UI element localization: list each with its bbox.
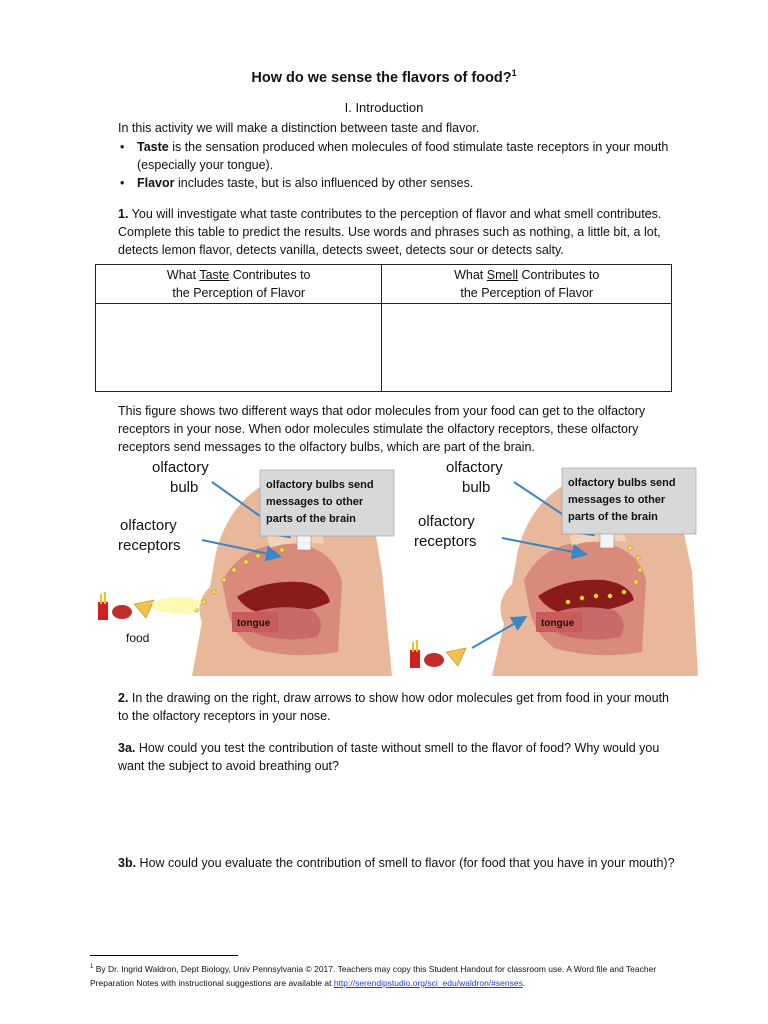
taste-column-header: What Taste Contributes to the Perception of Flavor: [96, 265, 382, 304]
question-2: 2. In the drawing on the right, draw arrows to show how odor molecules get from food in your mouth to the olfactory receptors in your nose.: [118, 691, 669, 723]
left-callout-line-1: olfactory bulbs send: [266, 479, 374, 491]
right-callout-line-1: olfactory bulbs send: [568, 477, 676, 489]
footnote: $^1$ By Dr. Ingrid Waldron, Dept Biology, Univ Pennsylvania © 2017. Teachers may copy this Student Handout for classroom use. A Word file and Teacher Preparation Notes with instructional suggestions are available at http://serendipstudio.org/sci_edu/waldron/#senses.: [90, 963, 657, 988]
left-callout-line-2: messages to other: [266, 496, 364, 508]
right-food-icon: [410, 640, 466, 668]
left-tongue-label: tongue: [237, 618, 271, 629]
left-bulb-label-2: bulb: [170, 479, 199, 496]
section-heading: I. Introduction: [344, 100, 424, 115]
right-receptors-label-1: olfactory: [418, 513, 475, 530]
left-food-icon: [98, 592, 202, 620]
right-callout-line-3: parts of the brain: [568, 511, 658, 523]
left-receptors-label-2: receptors: [118, 537, 181, 554]
question-1: 1. You will investigate what taste contributes to the perception of flavor and what smell contributes. Complete this table to predict the results. Use words and phrases such as nothing, a little bit, a lot, detects lemon flavor, detects vanilla, detects sweet, detects sour or detects salty.: [118, 207, 662, 257]
right-receptors-label-2: receptors: [414, 533, 477, 550]
left-callout-line-3: parts of the brain: [266, 513, 356, 525]
intro-text: In this activity we will make a distinction between taste and flavor.: [118, 121, 480, 135]
smell-answer-cell[interactable]: [382, 304, 672, 392]
left-bulb-label-1: olfactory: [152, 459, 209, 476]
prediction-table: [95, 264, 672, 392]
footnote-separator: [90, 955, 238, 956]
page-title: How do we sense the flavors of food?$^1$: [251, 68, 517, 86]
right-bulb-label-2: bulb: [462, 479, 491, 496]
left-receptors-label-1: olfactory: [120, 517, 177, 534]
right-tongue-label: tongue: [541, 618, 575, 629]
taste-answer-cell[interactable]: [96, 304, 382, 392]
olfaction-figure: [92, 452, 700, 676]
question-3b: 3b. How could you evaluate the contribution of smell to flavor (for food that you have in your mouth)?: [118, 856, 675, 870]
definition-list: [118, 138, 678, 192]
figure-description: This figure shows two different ways that odor molecules from your food can get to the olfactory receptors in your nose. When odor molecules stimulate the olfactory receptors, these olfactory receptors send messages to the olfactory bulbs, which are part of the brain.: [118, 404, 646, 454]
right-callout-line-2: messages to other: [568, 494, 666, 506]
smell-column-header: What Smell Contributes to the Perception of Flavor: [382, 265, 672, 304]
right-bulb-label-1: olfactory: [446, 459, 503, 476]
taste-definition: • Taste is the sensation produced when molecules of food stimulate taste receptors in your mouth (especially your tongue).: [118, 138, 678, 174]
food-label: food: [126, 631, 150, 645]
senses-link[interactable]: http://serendipstudio.org/sci_edu/waldron/#senses: [333, 977, 523, 988]
question-3a: 3a. How could you test the contribution of taste without smell to the flavor of food? Why would you want the subject to avoid breathing out?: [118, 741, 660, 773]
flavor-definition: • Flavor includes taste, but is also influenced by other senses.: [118, 174, 678, 192]
